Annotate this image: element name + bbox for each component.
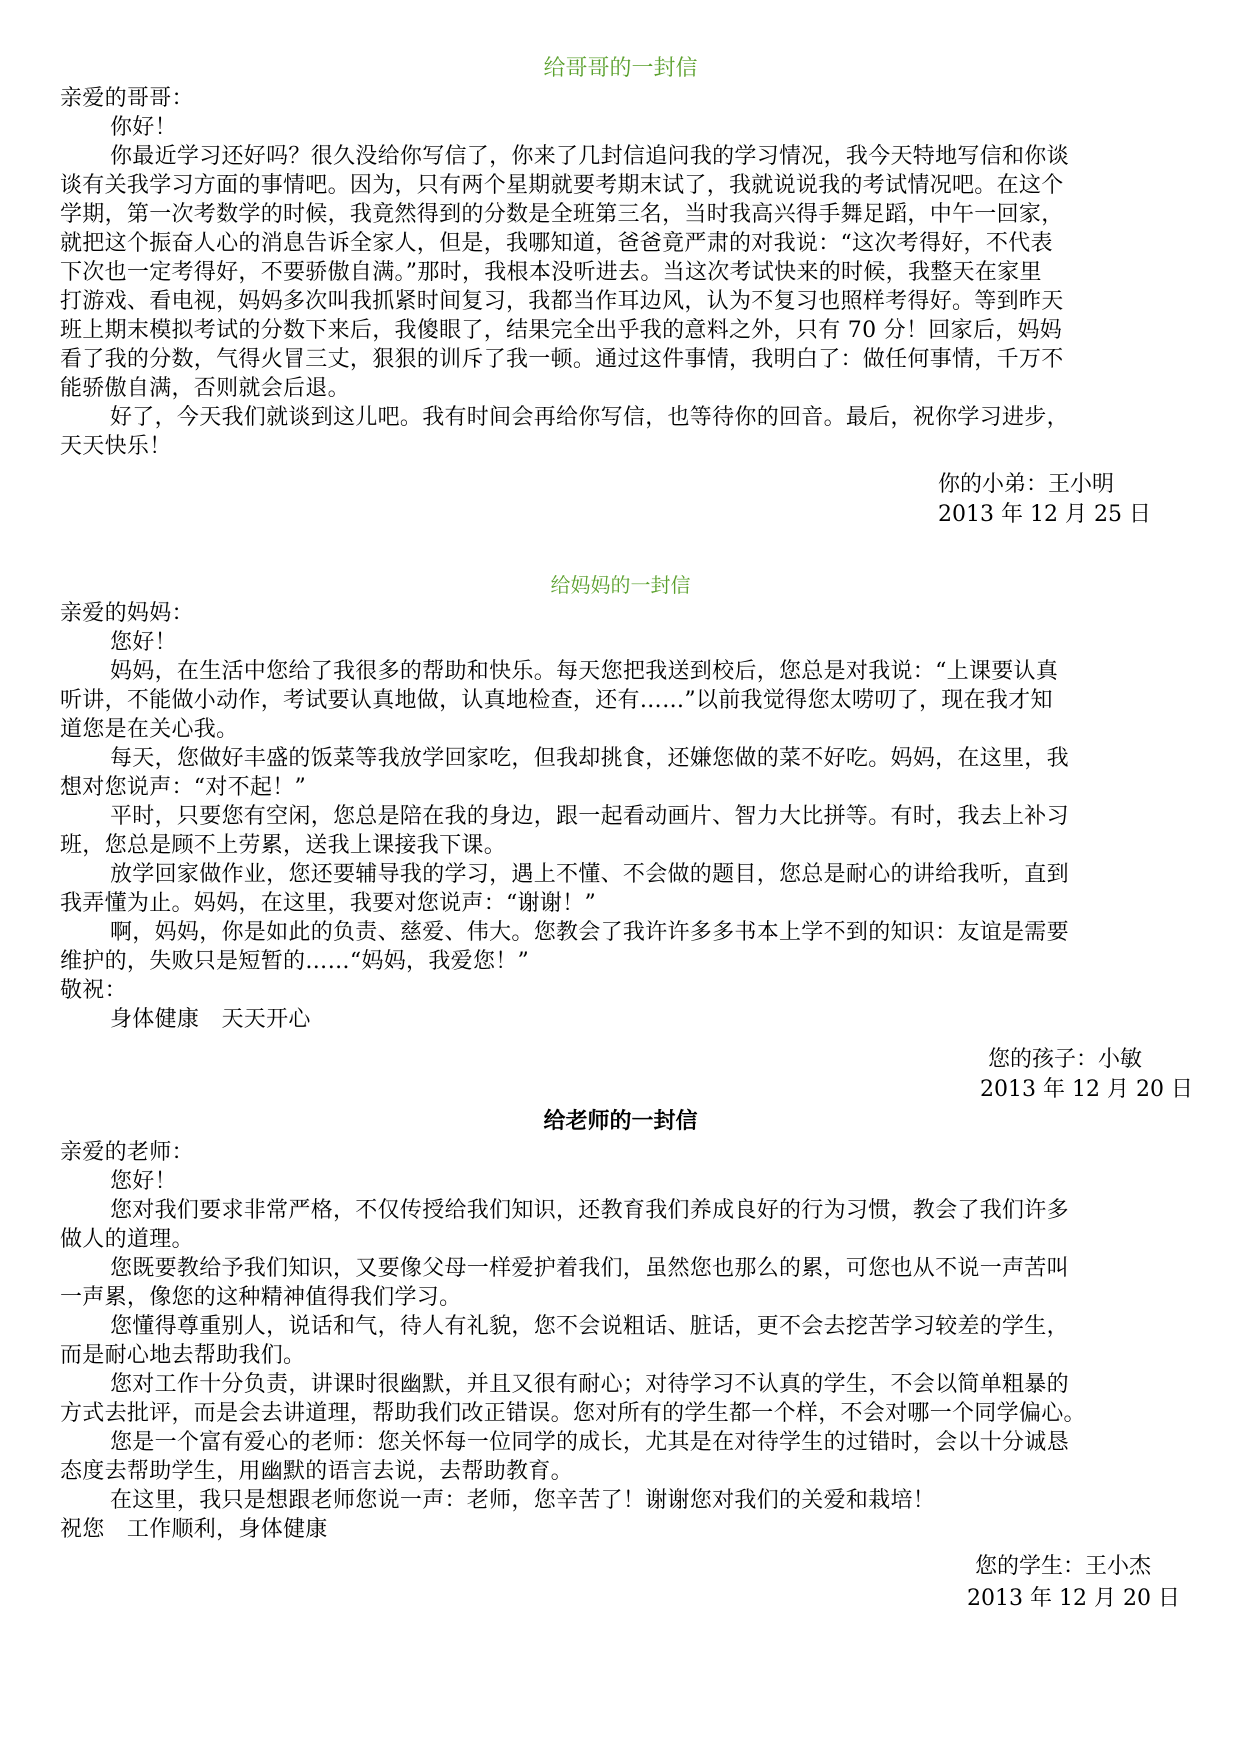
letter2-date: 2013 年 12 月 20 日 (980, 1077, 1193, 1102)
letter3-line: 在这里，我只是想跟老师您说一声：老师，您辛苦了！谢谢您对我们的关爱和栽培！ (110, 1488, 936, 1513)
letter2-line: 我弄懂为止。妈妈，在这里，我要对您说声：“谢谢！” (60, 891, 596, 916)
letter3-line: 一声累，像您的这种精神值得我们学习。 (60, 1285, 462, 1310)
letter2-salutation: 亲爱的妈妈： (60, 601, 194, 626)
letter3-line: 您是一个富有爱心的老师：您关怀每一位同学的成长，尤其是在对待学生的过错时，会以十分诚恳 (110, 1430, 1069, 1455)
letter1-line: 能骄傲自满，否则就会后退。 (60, 376, 350, 401)
letter1-line: 班上期末模拟考试的分数下来后，我傻眼了，结果完全出乎我的意料之外，只有 70 分！回家后，妈妈 (60, 318, 1063, 343)
letter3-title: 给老师的一封信 (543, 1108, 698, 1134)
letter2-title: 给妈妈的一封信 (550, 573, 691, 597)
letter3-line: 做人的道理。 (60, 1227, 194, 1252)
letter3-closing: 祝您 工作顺利，身体健康 (60, 1517, 328, 1542)
letter1-title: 给哥哥的一封信 (543, 56, 698, 81)
letter2-line: 每天，您做好丰盛的饭菜等我放学回家吃，但我却挑食，还嫌您做的菜不好吃。妈妈，在这里，我 (110, 746, 1069, 771)
letter2-line: 想对您说声：“对不起！” (60, 775, 307, 800)
letter1-greeting: 你好！ (110, 115, 177, 140)
letter2-line: 啊，妈妈，你是如此的负责、慈爱、伟大。您教会了我许许多多书本上学不到的知识：友谊是需要 (110, 920, 1069, 945)
letter3-line: 您对工作十分负责，讲课时很幽默，并且又很有耐心；对待学习不认真的学生，不会以简单粗暴的 (110, 1372, 1069, 1397)
letter1-line: 好了，今天我们就谈到这儿吧。我有时间会再给你写信，也等待你的回音。最后，祝你学习进步， (110, 405, 1069, 430)
letter3-greeting: 您好！ (110, 1169, 177, 1194)
letter1-line: 学期，第一次考数学的时候，我竟然得到的分数是全班第三名，当时我高兴得手舞足蹈，中午一回家， (60, 202, 1064, 227)
letter3-line: 态度去帮助学生，用幽默的语言去说，去帮助教育。 (60, 1459, 573, 1484)
letter1-date: 2013 年 12 月 25 日 (938, 502, 1151, 527)
letter3-line: 您懂得尊重别人，说话和气，待人有礼貌，您不会说粗话、脏话，更不会去挖苦学习较差的学生， (110, 1314, 1069, 1339)
letter3-line: 您既要教给予我们知识，又要像父母一样爱护着我们，虽然您也那么的累，可您也从不说一声苦叫 (110, 1256, 1069, 1281)
letter3-line: 而是耐心地去帮助我们。 (60, 1343, 306, 1368)
letter1-line: 谈有关我学习方面的事情吧。因为，只有两个星期就要考期末试了，我就说说我的考试情况吧。在这个 (60, 173, 1064, 198)
letter1-line: 天天快乐！ (60, 434, 172, 459)
letter3-line: 您对我们要求非常严格，不仅传授给我们知识，还教育我们养成良好的行为习惯，教会了我们许多 (110, 1198, 1069, 1223)
letter2-greeting: 您好！ (110, 630, 177, 655)
letter2-line: 道您是在关心我。 (60, 717, 239, 742)
letter1-line: 下次也一定考得好，不要骄傲自满。”那时，我根本没听进去。当这次考试快来的时候，我整天在家里 (60, 260, 1042, 285)
letter3-signature: 您的学生：王小杰 (975, 1554, 1152, 1579)
letter3-line: 方式去批评，而是会去讲道理，帮助我们改正错误。您对所有的学生都一个样，不会对哪一个同学偏心。 (60, 1401, 1086, 1426)
letter2-line: 妈妈，在生活中您给了我很多的帮助和快乐。每天您把我送到校后，您总是对我说：“上课要认真 (110, 659, 1059, 684)
letter2-line: 放学回家做作业，您还要辅导我的学习，遇上不懂、不会做的题目，您总是耐心的讲给我听，直到 (110, 862, 1069, 887)
letter1-line: 打游戏、看电视，妈妈多次叫我抓紧时间复习，我都当作耳边风，认为不复习也照样考得好。等到昨天 (60, 289, 1064, 314)
letter3-salutation: 亲爱的老师： (60, 1140, 194, 1165)
letter1-salutation: 亲爱的哥哥： (60, 86, 194, 111)
letter1-signature: 你的小弟：王小明 (938, 472, 1115, 497)
letter1-line: 就把这个振奋人心的消息告诉全家人，但是，我哪知道，爸爸竟严肃的对我说：“这次考得好，不代表 (60, 231, 1053, 256)
letter2-line: 维护的，失败只是短暂的……“妈妈，我爱您！” (60, 949, 530, 974)
letter2-line: 平时，只要您有空闲，您总是陪在我的身边，跟一起看动画片、智力大比拼等。有时，我去上补习 (110, 804, 1069, 829)
letter3-date: 2013 年 12 月 20 日 (967, 1586, 1180, 1611)
letter2-wishes: 身体健康 天天开心 (110, 1007, 311, 1032)
letter2-line: 班，您总是顾不上劳累，送我上课接我下课。 (60, 833, 507, 858)
letter1-line: 看了我的分数，气得火冒三丈，狠狠的训斥了我一顿。通过这件事情，我明白了：做任何事情，千万不 (60, 347, 1064, 372)
letter2-closing: 敬祝： (60, 978, 127, 1003)
letter2-signature: 您的孩子：小敏 (988, 1047, 1143, 1072)
letter2-line: 听讲，不能做小动作，考试要认真地做，认真地检查，还有……”以前我觉得您太唠叨了，现在我才知 (60, 688, 1053, 713)
letter1-line: 你最近学习还好吗？很久没给你写信了，你来了几封信追问我的学习情况，我今天特地写信和你谈 (110, 144, 1069, 169)
